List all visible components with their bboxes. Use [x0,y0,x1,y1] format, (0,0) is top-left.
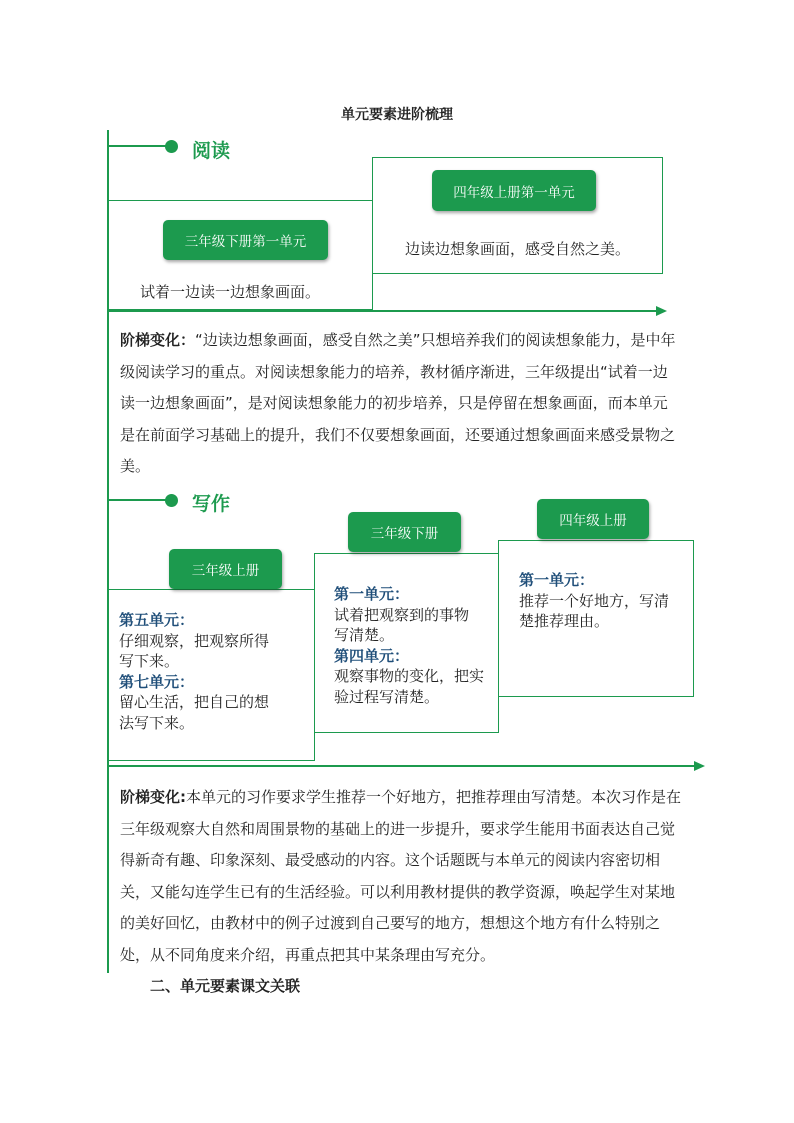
reading-ladder-text: “边读边想象画面，感受自然之美”只想培养我们的阅读想象能力，是中年级阅读学习的重点。对阅读想象能力的培养，教材循序渐进，三年级提出“试着一边读一边想象画面”，是对阅读想象能力的初步培养，只是停留在想象画面，而本单元是在前面学习基础上的提升，我们不仅要想象画面，还要通过想象画面来感受景物之美。 [120,331,676,475]
writing-box1-unit1-line1: 仔细观察，把观察所得 [119,631,270,650]
writing-box1-unit1-line2: 写下来。 [119,652,180,670]
reading-ladder-paragraph [120,325,682,483]
writing-box2-content [334,584,499,707]
reading-tag-grade4: 四年级上册第一单元 [432,170,596,211]
writing-connector-line [107,499,169,501]
writing-box1-unit1-label: 第五单元： [119,611,195,629]
reading-connector-line [107,145,169,147]
writing-ladder-label: 阶梯变化: [120,788,186,806]
reading-text-grade3: 试着一边读一边想象画面。 [140,283,321,301]
writing-bullet-dot [165,494,178,507]
writing-box1-content [119,610,309,733]
writing-box2-unit2-label: 第四单元： [334,646,410,665]
writing-box2-unit1-line2: 写清楚。 [334,626,395,644]
writing-box3-unit1-label: 第一单元： [519,571,595,589]
writing-heading: 写作 [192,493,231,515]
writing-box2-unit2-line1: 观察事物的变化，把实 [334,667,485,685]
reading-tag-grade3: 三年级下册第一单元 [163,220,328,260]
writing-tag-grade3-first: 三年级上册 [169,549,282,589]
reading-ladder-label: 阶梯变化： [120,331,196,349]
writing-box2-unit2-line2: 验过程写清楚。 [334,687,440,706]
writing-box2-unit1-label: 第一单元： [334,585,410,603]
writing-ladder-paragraph [120,782,682,971]
writing-ladder-text: 本单元的习作要求学生推荐一个好地方，把推荐理由写清楚。本次习作是在三年级观察大自然和周围景物的基础上的进一步提升，要求学生能用书面表达自己觉得新奇有趣、印象深刻、最受感动的内容。这个话题既与本单元的阅读内容密切相关，又能勾连学生已有的生活经验。可以利用教材提供的教学资源，唤起学生对某地的美好回忆，由教材中的例子过渡到自己要写的地方，想想这个地方有什么特别之处，从不同角度来介绍，再重点把其中某条理由写充分。 [120,788,682,964]
writing-tag-grade3-second: 三年级下册 [348,512,461,552]
reading-text-grade4: 边读边想象画面，感受自然之美。 [405,240,631,258]
reading-heading: 阅读 [192,140,231,162]
writing-arrow-head-icon [694,761,705,771]
reading-bullet-dot [165,140,178,153]
writing-box2-unit1-line1: 试着把观察到的事物 [334,605,470,624]
writing-box1-unit2-label: 第七单元： [119,672,195,691]
reading-timeline-axis [108,310,658,312]
page-title: 单元要素进阶梳理 [341,107,453,123]
writing-box3-unit1-line2: 楚推荐理由。 [519,612,610,630]
writing-box3-content [519,570,689,632]
writing-box1-unit2-line2: 法写下来。 [119,713,195,732]
reading-arrow-head-icon [656,306,667,316]
next-section-heading: 二、单元要素课文关联 [150,977,301,995]
writing-tag-grade4: 四年级上册 [537,499,649,539]
writing-box1-unit2-line1: 留心生活，把自己的想 [119,693,270,711]
writing-timeline-axis [108,765,696,767]
writing-box3-unit1-line1: 推荐一个好地方，写清 [519,591,670,610]
